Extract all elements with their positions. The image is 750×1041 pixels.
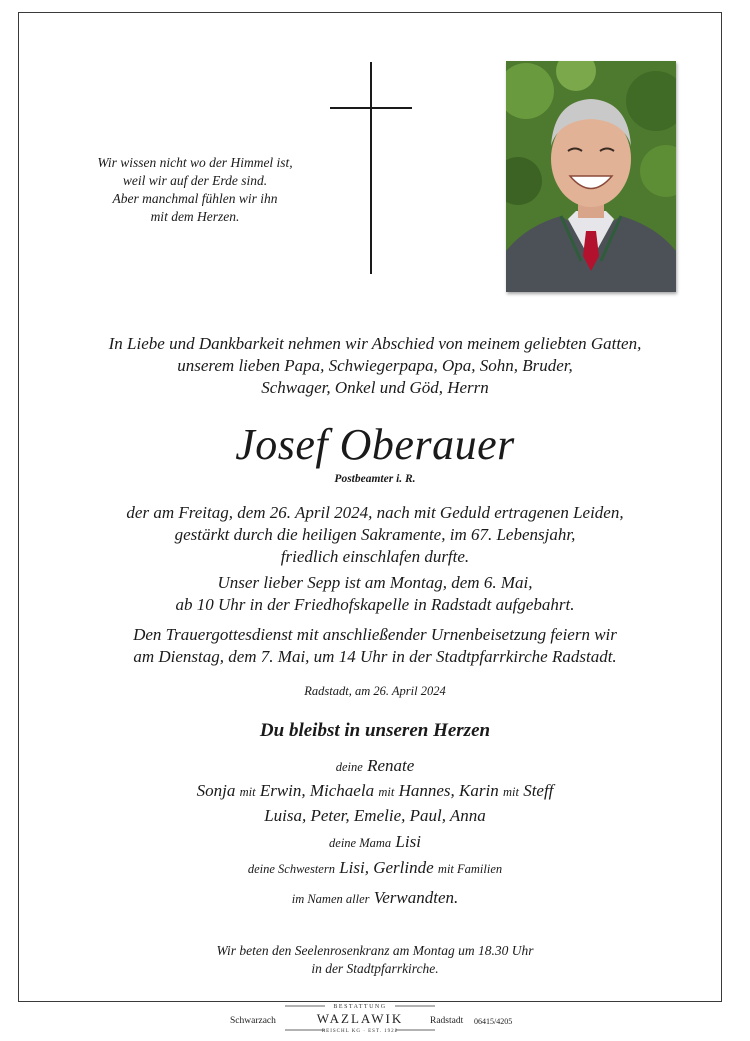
child-name: Hannes,	[398, 781, 455, 800]
paragraph-line: ab 10 Uhr in der Friedhofskapelle in Radstadt aufgebahrt.	[175, 595, 575, 614]
cross-icon-vertical	[370, 62, 372, 274]
footer-location-right: Radstadt	[430, 1016, 464, 1026]
mourner-wife	[40, 755, 710, 778]
child-name: Karin	[459, 781, 499, 800]
deceased-name: Josef Oberauer	[235, 420, 515, 469]
logo-sub-text: REISCHL KG · EST. 1922	[321, 1029, 399, 1034]
wife-prefix: deine	[335, 760, 363, 774]
mourner-grandchildren: Luisa, Peter, Emelie, Paul, Anna	[264, 806, 486, 825]
viewing-paragraph	[40, 572, 710, 616]
mourner-children	[40, 780, 710, 803]
child-name: Sonja	[196, 781, 236, 800]
footer-phone: 06415/4205	[474, 1017, 513, 1026]
logo-name-text: WAZLAWIK	[316, 1011, 404, 1026]
footer-location-left: Schwarzach	[230, 1016, 276, 1026]
intro-text	[40, 333, 710, 399]
quote	[60, 154, 330, 226]
deceased-title: Postbeamter i. R.	[334, 473, 416, 485]
paragraph-line: friedlich einschlafen durfte.	[280, 547, 470, 566]
rosary-line: Wir beten den Seelenrosenkranz am Montag um 18.30 Uhr	[216, 943, 534, 958]
paragraph-line: am Dienstag, dem 7. Mai, um 14 Uhr in der Stadtpfarrkirche Radstadt.	[133, 647, 617, 666]
connector-word: mit	[239, 785, 256, 799]
wife-name: Renate	[367, 756, 415, 775]
intro-line: Schwager, Onkel und Göd, Herrn	[261, 378, 489, 397]
rosary-note	[40, 942, 710, 978]
intro-line: unserem lieben Papa, Schwiegerpapa, Opa, Sohn, Bruder,	[177, 356, 573, 375]
quote-line: mit dem Herzen.	[150, 209, 240, 224]
logo-top-text: BESTATTUNG	[333, 1004, 387, 1010]
paragraph-line: gestärkt durch die heiligen Sakramente, im 67. Lebensjahr,	[174, 525, 576, 544]
relatives-word: Verwandten.	[373, 888, 459, 907]
rosary-line: in der Stadtpfarrkirche.	[311, 961, 439, 976]
portrait-photo	[506, 61, 676, 292]
paragraph-line: Unser lieber Sepp ist am Montag, dem 6. Mai,	[217, 573, 533, 592]
place-date: Radstadt, am 26. April 2024	[304, 684, 446, 698]
child-name: Erwin,	[259, 781, 306, 800]
paragraph-line: Den Trauergottesdienst mit anschließender Urnenbeisetzung feiern wir	[133, 625, 617, 644]
quote-line: Aber manchmal fühlen wir ihn	[112, 191, 278, 206]
sisters-prefix: deine Schwestern	[247, 862, 335, 876]
sisters-names: Lisi, Gerlinde	[339, 858, 434, 877]
funeral-home-logo	[285, 1002, 435, 1036]
child-name: Michaela	[309, 781, 375, 800]
paragraph-line: der am Freitag, dem 26. April 2024, nach mit Geduld ertragenen Leiden,	[126, 503, 624, 522]
quote-line: Wir wissen nicht wo der Himmel ist,	[97, 155, 293, 170]
mourner-relatives	[40, 887, 710, 910]
death-paragraph	[40, 502, 710, 568]
connector-word: mit	[378, 785, 395, 799]
mourner-sisters	[40, 857, 710, 880]
quote-line: weil wir auf der Erde sind.	[122, 173, 268, 188]
mother-prefix: deine Mama	[329, 836, 392, 850]
slogan: Du bleibst in unseren Herzen	[259, 720, 491, 741]
cross-icon-horizontal	[330, 107, 412, 109]
relatives-prefix: im Namen aller	[291, 892, 370, 906]
service-paragraph	[40, 624, 710, 668]
mourner-mother	[40, 831, 710, 854]
mother-name: Lisi	[395, 832, 421, 851]
connector-word: mit	[502, 785, 519, 799]
child-name: Steff	[523, 781, 554, 800]
intro-line: In Liebe und Dankbarkeit nehmen wir Abschied von meinem geliebten Gatten,	[108, 334, 642, 353]
sisters-suffix: mit Familien	[437, 862, 503, 876]
